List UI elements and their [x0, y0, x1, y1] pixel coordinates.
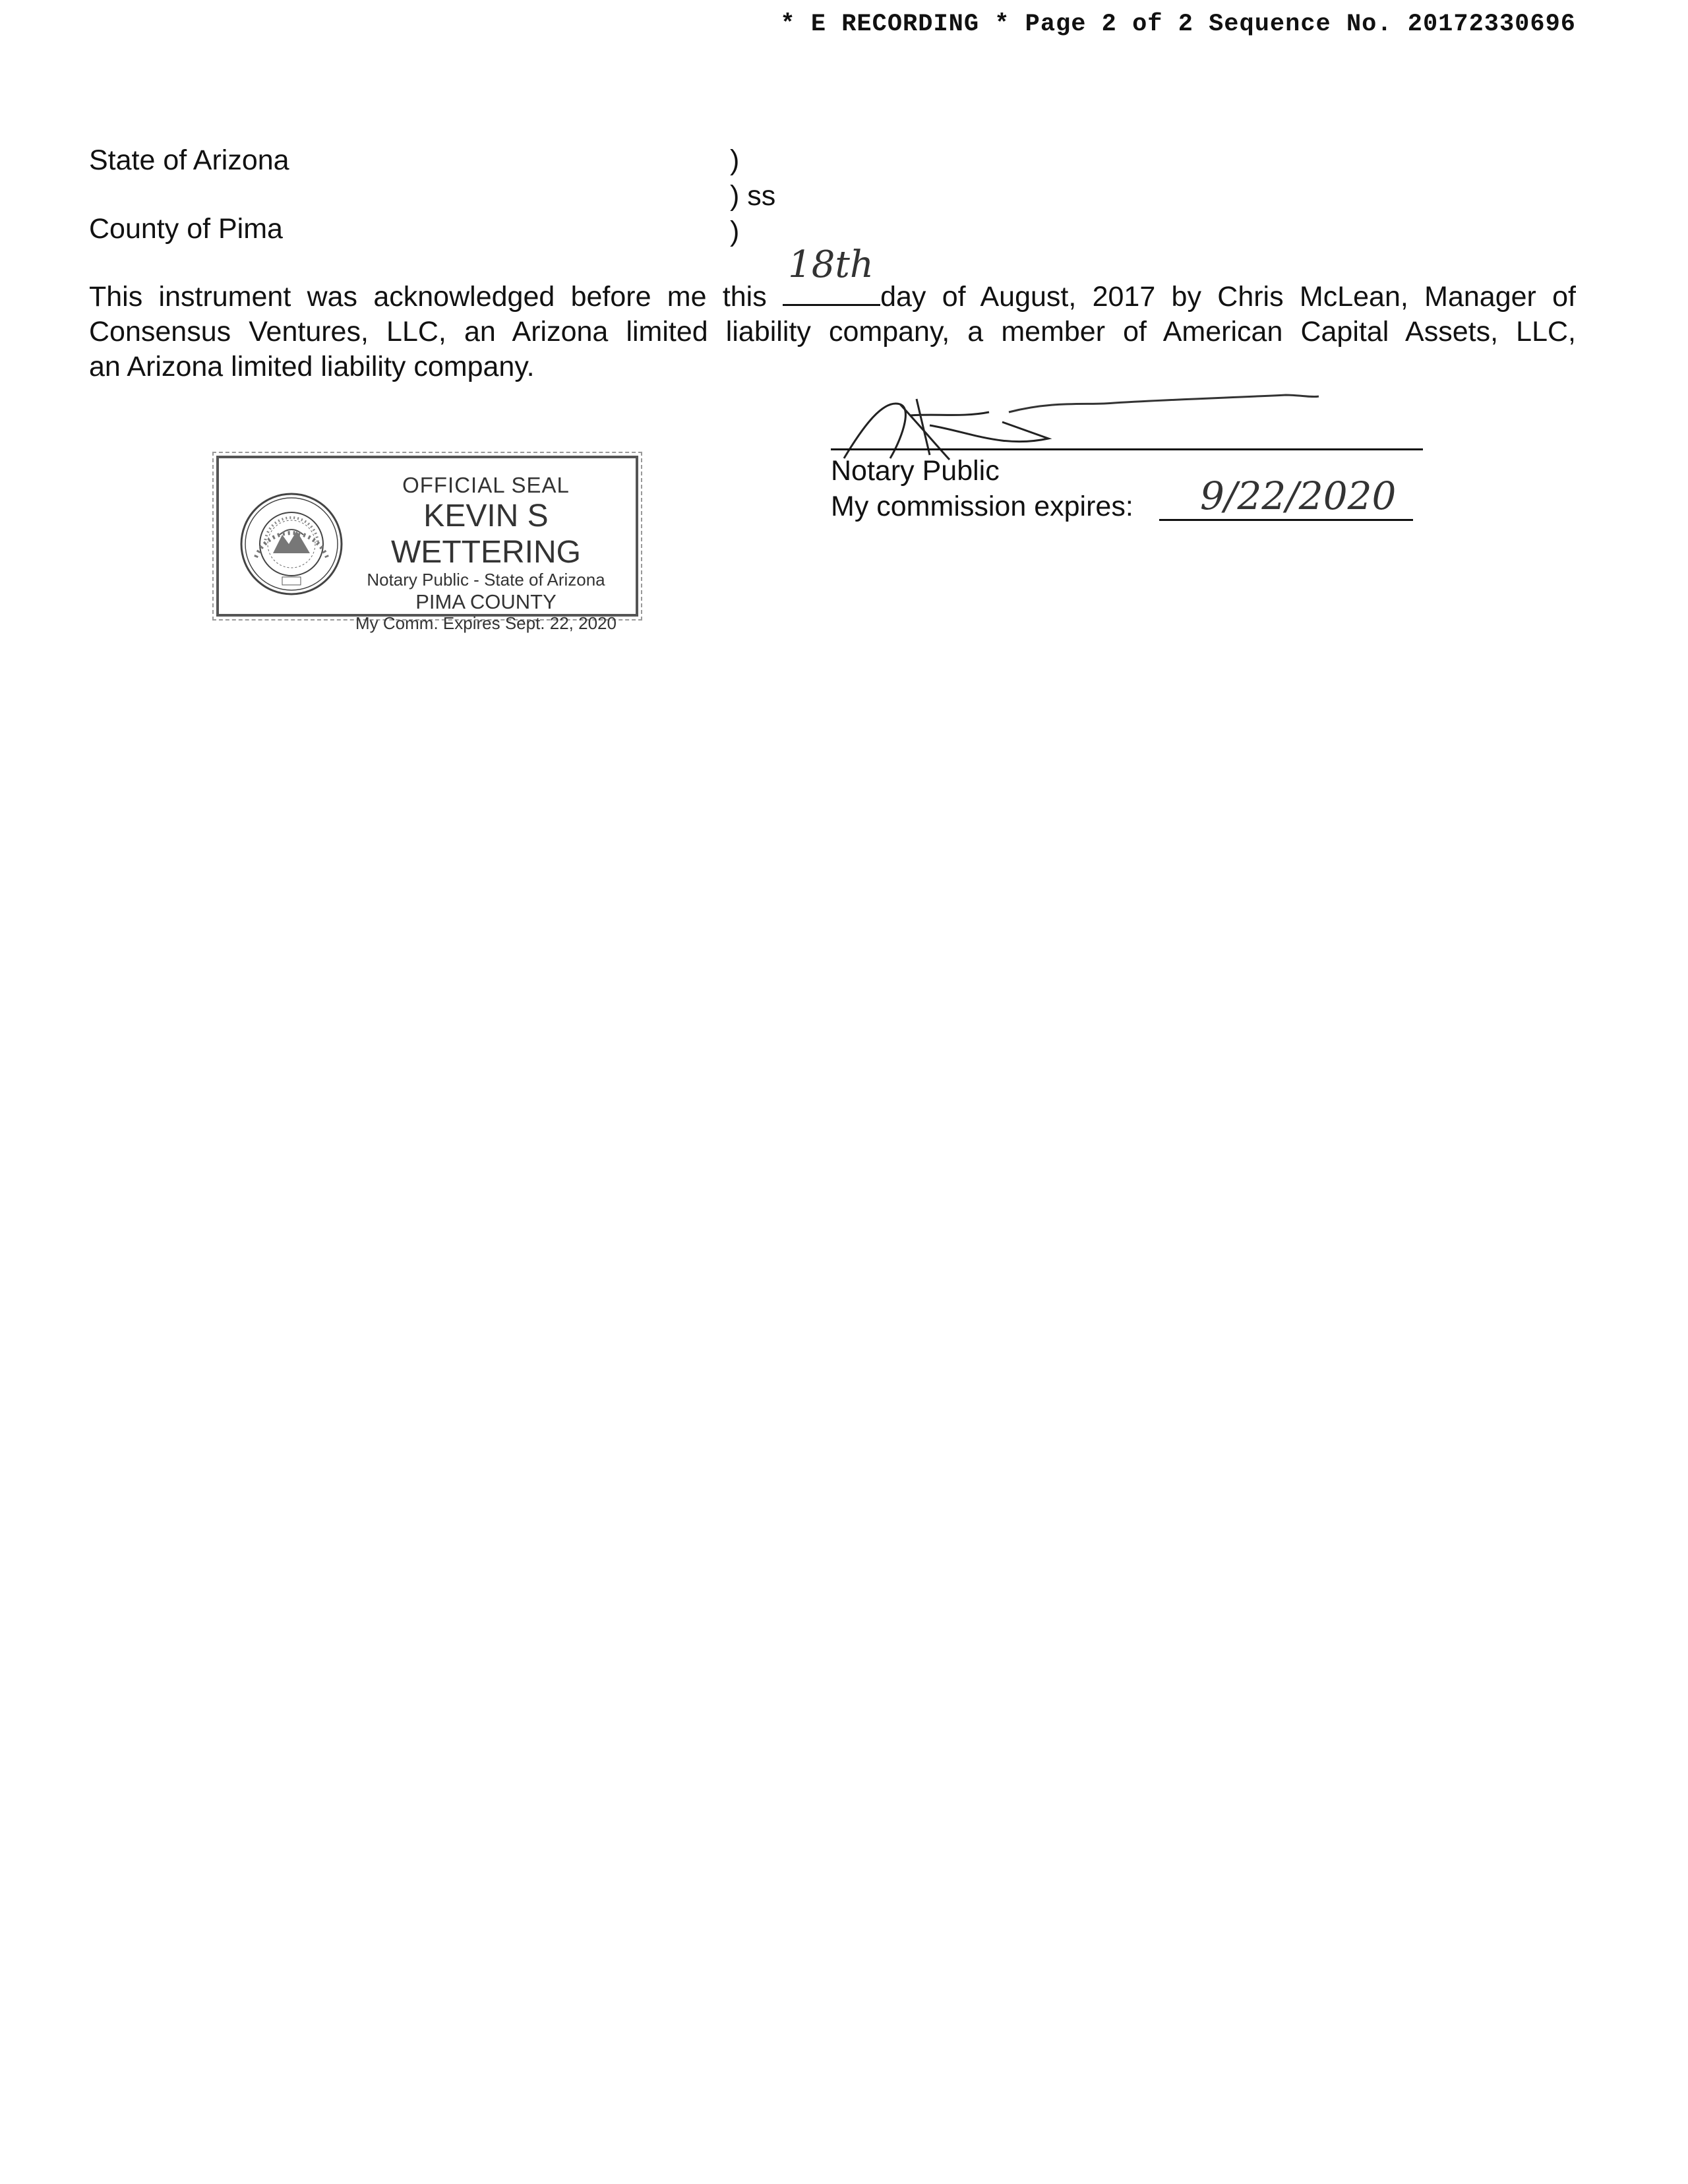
- day-blank: [783, 243, 880, 306]
- acknowledgment-paragraph: [89, 243, 1577, 384]
- ack-line-3: an Arizona limited liability company.: [89, 351, 535, 382]
- seal-role: Notary Public - State of Arizona: [367, 570, 605, 590]
- notary-seal-stamp: [216, 456, 638, 633]
- arizona-seal-emblem-icon: [239, 491, 344, 597]
- signature-line: [831, 448, 1423, 450]
- venue-state: State of Arizona: [89, 144, 289, 176]
- recording-header: * E RECORDING * Page 2 of 2 Sequence No. 20172330696: [780, 11, 1576, 38]
- venue-paren-3: ): [730, 216, 740, 247]
- seal-county: PIMA COUNTY: [415, 590, 557, 614]
- commission-date-line: [1159, 519, 1413, 521]
- ack-line-2: Consensus Ventures, LLC, an Arizona limited liability company, a member of American Capital Assets, LLC,: [89, 316, 1576, 348]
- notary-signature-icon: [837, 386, 1404, 465]
- ack-line-1-before: This instrument was acknowledged before me this: [89, 281, 767, 313]
- seal-title: OFFICIAL SEAL: [402, 473, 570, 497]
- handwritten-day: 18th: [788, 243, 874, 286]
- seal-expiration: My Comm. Expires Sept. 22, 2020: [355, 613, 617, 633]
- seal-text-block: [344, 473, 628, 634]
- venue-county: County of Pima: [89, 213, 283, 245]
- ack-line-1: [89, 243, 1577, 315]
- venue-paren-1: ): [730, 144, 740, 176]
- commission-expires-label: My commission expires:: [831, 491, 1133, 522]
- seal-notary-name: KEVIN S WETTERING: [391, 498, 581, 570]
- venue-paren-ss: ) ss: [730, 180, 776, 212]
- handwritten-commission-date: 9/22/2020: [1200, 473, 1397, 518]
- ack-line-1-after: day of August, 2017 by Chris McLean, Manager of: [880, 281, 1577, 313]
- notary-public-label: Notary Public: [831, 455, 1000, 487]
